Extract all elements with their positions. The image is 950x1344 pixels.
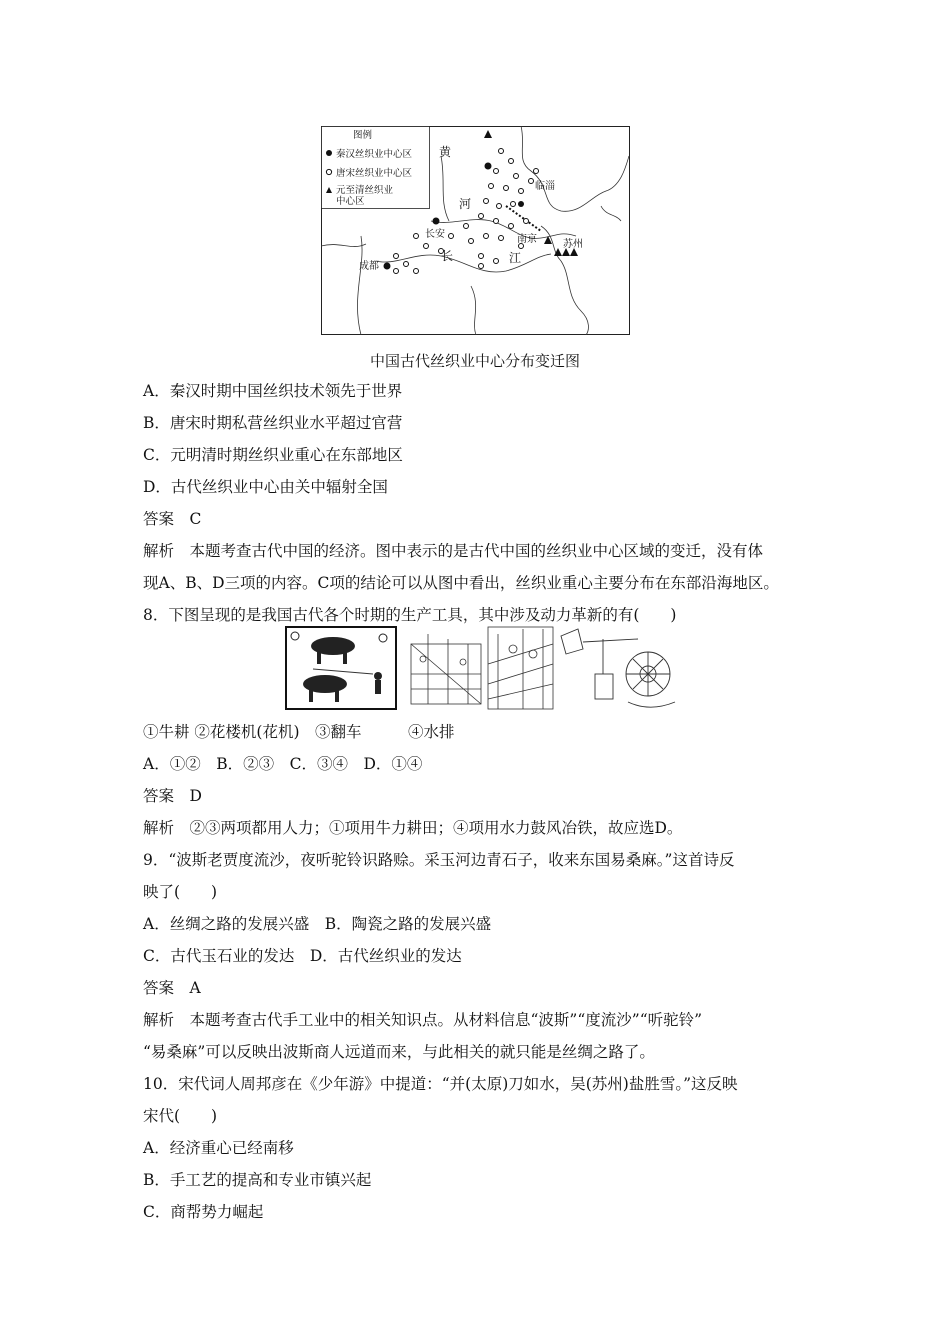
- q7-option-b: B．唐宋时期私营丝织业水平超过官营: [143, 414, 403, 432]
- q9-options-2: C．古代玉石业的发达 D．古代丝织业的发达: [143, 947, 462, 965]
- q8-items: ①牛耕 ②花楼机(花机) ③翻车 ④水排: [143, 723, 455, 741]
- q10-option-a: A．经济重心已经南移: [143, 1139, 294, 1157]
- label-changan: 长安: [425, 229, 445, 240]
- q7-option-a: A．秦汉时期中国丝织技术领先于世界: [143, 382, 403, 400]
- legend-tangsong: 唐宋丝织业中心区: [336, 168, 413, 179]
- label-chengdu: 成都: [359, 261, 379, 272]
- label-chang: 长: [441, 249, 454, 263]
- label-he: 河: [459, 197, 472, 211]
- q9-analysis-2: “易桑麻”可以反映出波斯商人远道而来，与此相关的就只能是丝绸之路了。: [143, 1043, 655, 1061]
- q8-analysis: 解析 ②③两项都用人力；①项用牛力耕田；④项用水力鼓风冶铁，故应选D。: [143, 819, 683, 837]
- silk-center-map: [321, 126, 630, 335]
- q8-answer: 答案 D: [143, 787, 202, 805]
- q7-option-d: D．古代丝织业中心由关中辐射全国: [143, 478, 388, 496]
- q9-answer: 答案 A: [143, 979, 201, 997]
- legend-yuanqing: 元至清丝织业: [336, 185, 394, 196]
- tool-images: [283, 624, 678, 712]
- chain-pump-image: [488, 627, 553, 709]
- q9-analysis-1: 解析 本题考查古代手工业中的相关知识点。从材料信息“波斯”“度流沙”“听驼铃”: [143, 1011, 703, 1029]
- q7-option-c: C．元明清时期丝织业重心在东部地区: [143, 446, 403, 464]
- label-suzhou: 苏州: [563, 239, 583, 250]
- legend-qinhan: 秦汉丝织业中心区: [336, 149, 413, 160]
- label-linzi: 临淄: [535, 181, 555, 192]
- legend-title: 图例: [353, 130, 373, 141]
- q10-stem-1: 10．宋代词人周邦彦在《少年游》中提道：“并(太原)刀如水，吴(苏州)盐胜雪。”这反映: [143, 1075, 738, 1093]
- q9-stem-2: 映了( ): [143, 883, 218, 901]
- ox-plough-image: [286, 627, 396, 709]
- label-jiang: 江: [509, 251, 522, 265]
- q8-stem: 8．下图呈现的是我国古代各个时期的生产工具，其中涉及动力革新的有( ): [143, 606, 677, 624]
- q10-option-b: B．手工艺的提高和专业市镇兴起: [143, 1171, 372, 1189]
- map-caption: 中国古代丝织业中心分布变迁图: [369, 352, 580, 370]
- legend-yuanqing-2: 中心区: [336, 196, 365, 207]
- label-nanjing: 南京: [517, 234, 537, 245]
- q9-stem-1: 9．“波斯老贾度流沙，夜听驼铃识路赊。采玉河边青石子，收来东国易桑麻。”这首诗反: [143, 851, 735, 869]
- water-bellows-image: [561, 629, 675, 707]
- q9-options-1: A．丝绸之路的发展兴盛 B．陶瓷之路的发展兴盛: [143, 915, 492, 933]
- q10-stem-2: 宋代( ): [143, 1107, 218, 1125]
- q10-option-c: C．商帮势力崛起: [143, 1203, 264, 1221]
- q7-analysis-2: 现A、B、D三项的内容。C项的结论可以从图中看出，丝织业重心主要分布在东部沿海地区。: [143, 574, 779, 592]
- draw-loom-image: [411, 634, 481, 704]
- label-huang: 黄: [439, 145, 452, 159]
- q7-answer: 答案 C: [143, 510, 202, 528]
- q7-analysis-1: 解析 本题考查古代中国的经济。图中表示的是古代中国的丝织业中心区域的变迁，没有体: [143, 542, 764, 560]
- q8-options: A．①② B．②③ C．③④ D．①④: [143, 755, 423, 773]
